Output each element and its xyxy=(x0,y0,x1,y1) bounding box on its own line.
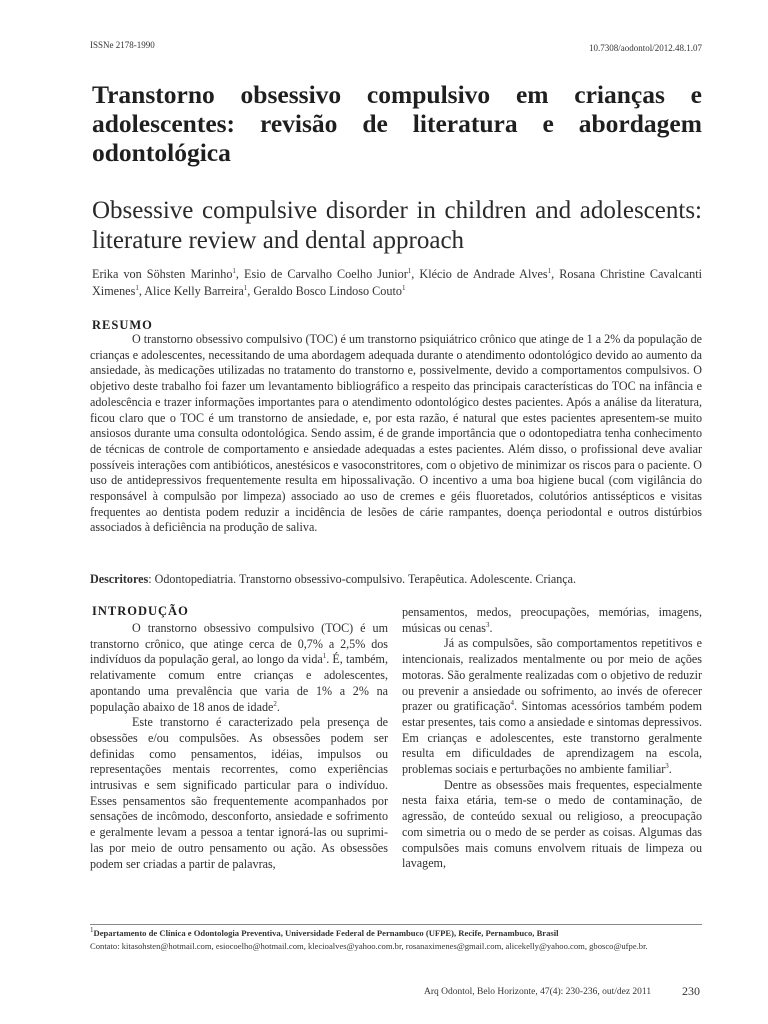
author-name: Klécio de Andrade Alves xyxy=(419,267,548,281)
author-name: Rosana Christine Cavalcanti Ximenes xyxy=(92,267,703,298)
citation-ref: 3 xyxy=(485,620,490,629)
descriptors xyxy=(90,572,702,588)
author-affiliation-ref: 1 xyxy=(232,266,236,275)
citation-ref: 3 xyxy=(665,762,669,770)
citation-ref: 1 xyxy=(322,652,327,661)
citation-ref: 2 xyxy=(273,699,277,708)
title-english: Obsessive compulsive disorder in children and adolescents: literature review and dental approach xyxy=(92,197,702,254)
authors: Erika von Söhsten Marinho$^1$, Esio de Carvalho Coelho Junior$^1$, Klécio de Andrade Alves$^1$, Rosana Christine Cavalcanti Ximenes$^1$, Alice Kelly Barreira$^1$, Geraldo Bosco Lindoso Couto$^1$ xyxy=(92,266,703,298)
intro-paragraph xyxy=(90,621,388,715)
text-run: Já as compulsões, são comportamentos repetitivos e intencionais, realizados mentalmente ou por meio de ações motoras. São geralmente realizadas com o objetivo de reduzir ou prevenir a ansiedade ou sofrimento, ao invés de oferecer prazer ou gratificação xyxy=(402,636,702,714)
descriptors-list: : Odontopediatria. Transtorno obsessivo-compulsivo. Terapêutica. Adolescente. Criança. xyxy=(148,572,577,586)
author-name: Esio de Carvalho Coelho Junior xyxy=(244,267,408,281)
journal-citation: Arq Odontol, Belo Horizonte, 47(4): 230-236, out/dez 2011 xyxy=(424,987,652,997)
text-run: . xyxy=(276,699,280,714)
author-affiliation-ref: 1 xyxy=(401,283,406,292)
introduction-heading: INTRODUÇÃO xyxy=(92,604,189,618)
author-affiliation-ref: 1 xyxy=(243,283,248,292)
text-run: O transtorno obsessivo compulsivo (TOC) é um transtorno crônico, que atinge cerca de 0,7% a 2,5% dos indivíduos da população geral, ao longo da vida xyxy=(90,621,388,667)
page-number: 230 xyxy=(682,984,700,998)
contact-footnote: Contato: kitasohsten@hotmail.com, esiocoelho@hotmail.com, klecioalves@yahoo.com.br, rosanaximenes@gmail.com, alicekelly@yahoo.com, gbosco@ufpe.br. xyxy=(90,941,648,951)
affiliation-footnote xyxy=(90,928,702,939)
intro-paragraph: Dentre as obsessões mais frequentes, especialmente nesta faixa etária, tem-se o medo de contaminação, de agressão, de conteúdo sexual ou religioso, a preocupação com simetria ou o medo de se perder as coisas. Algumas das compulsões mais comuns envolvem rituais de limpeza ou lavagem, xyxy=(402,777,702,871)
citation-ref: 4 xyxy=(510,699,515,708)
abstract-body xyxy=(90,332,702,536)
text-run: . É, também, relativamente comum entre crianças e adolescentes, apontando uma prevalência que varia de 1% a 2% na população abaixo de 18 anos de idade xyxy=(90,652,388,714)
text-run: . xyxy=(489,620,493,635)
author-affiliation-ref: 1 xyxy=(547,266,552,275)
doi: 10.7308/aodontol/2012.48.1.07 xyxy=(589,43,702,53)
author-name: Alice Kelly Barreira xyxy=(144,284,244,298)
text-run: . xyxy=(668,762,672,777)
title-portuguese: Transtorno obsessivo compulsivo em crianças e adolescentes: revisão de literatura e abordagem odontológica xyxy=(92,80,702,167)
text-run: pensamentos, medos, preocupações, memórias, imagens, músicas ou cenas xyxy=(402,605,702,635)
intro-paragraph: Este transtorno é caracterizado pela presença de obsessões e/ou compulsões. As obsessões podem ser definidas como pensamentos, idéias, impulsos ou representações mentais recorrentes, como experiências intrusivas e sem significado particular para o indivíduo. Esses pensamentos são frequentemente acompanhados por sensações de incômodo, desconforto, ansiedade e sofrimento e geralmente levam a pessoa a tentar ignorá-las ou suprimi-las por meio de outro pensamento ou ação. As obsessões podem ser criadas a partir de palavras, xyxy=(90,715,388,871)
right-column xyxy=(402,605,702,872)
abstract-text: O transtorno obsessivo compulsivo (TOC) é um transtorno psiquiátrico crônico que atinge de 1 a 2% da população de crianças e adolescentes, necessitando de uma abordagem adequada durante o atendimento odontológico devido ao aumento da ansiedade, às medicações utilizadas no tratamento do transtorno e, possivelmente, devido a comportamentos compulsivos. O objetivo deste trabalho foi fazer um levantamento bibliográfico a respeito das principais características do TOC na infância e adolescência e trazer informações importantes para o atendimento odontológico destes pacientes. Após a análise da literatura, ficou claro que o TOC é um transtorno de ansiedade, e, por esta razão, é natural que estes pacientes apresentem-se muito ansiosos durante uma consulta odontológica. Sendo assim, é de grande importância que o odontopediatra tenha conhecimento de técnicas de controle de comportamento e ansiedade adequadas a estes pacientes. Além disso, o profissional deve avaliar possíveis interações com antibióticos, anestésicos e vasoconstritores, com o objetivo de minimizar os riscos para o paciente. O uso de antidepressivos frequentemente resulta em hipossalivação. O incentivo a uma boa higiene bucal (com vigilância do responsável à compulsão por limpeza) associado ao uso de cremes e géis fluoretados, colutórios antissépticos e visitas frequentes ao dentista podem reduzir a incidência de lesões de cárie rampantes, doença periodontal e outros distúrbios associados à deficiência na produção de saliva. xyxy=(90,332,702,535)
text-run: . Sintomas acessórios também podem estar presentes, tais como a ansiedade e sintomas depressivos. Em crianças e adolescentes, este transtorno geralmente resulta em dificuldades de aprendizagem na escola, problemas sociais e perturbações no ambiente familiar xyxy=(402,699,702,777)
affiliation-mark: 1 xyxy=(90,926,94,935)
author-name: Geraldo Bosco Lindoso Couto xyxy=(253,284,402,298)
intro-paragraph xyxy=(402,605,702,636)
abstract-heading: RESUMO xyxy=(92,318,153,332)
author-name: Erika von Söhsten Marinho xyxy=(92,267,233,281)
author-affiliation-ref: 1 xyxy=(407,266,412,275)
author-affiliation-ref: 1 xyxy=(135,283,139,292)
issn: ISSNe 2178-1990 xyxy=(90,40,155,50)
intro-paragraph xyxy=(402,636,702,777)
descriptors-label: Descritores xyxy=(90,572,149,586)
affiliation-text: Departamento de Clínica e Odontologia Preventiva, Universidade Federal de Pernambuco (UFPE), Recife, Pernambuco, Brasil xyxy=(93,928,559,938)
footnote-divider xyxy=(90,924,702,925)
left-column xyxy=(90,621,388,872)
